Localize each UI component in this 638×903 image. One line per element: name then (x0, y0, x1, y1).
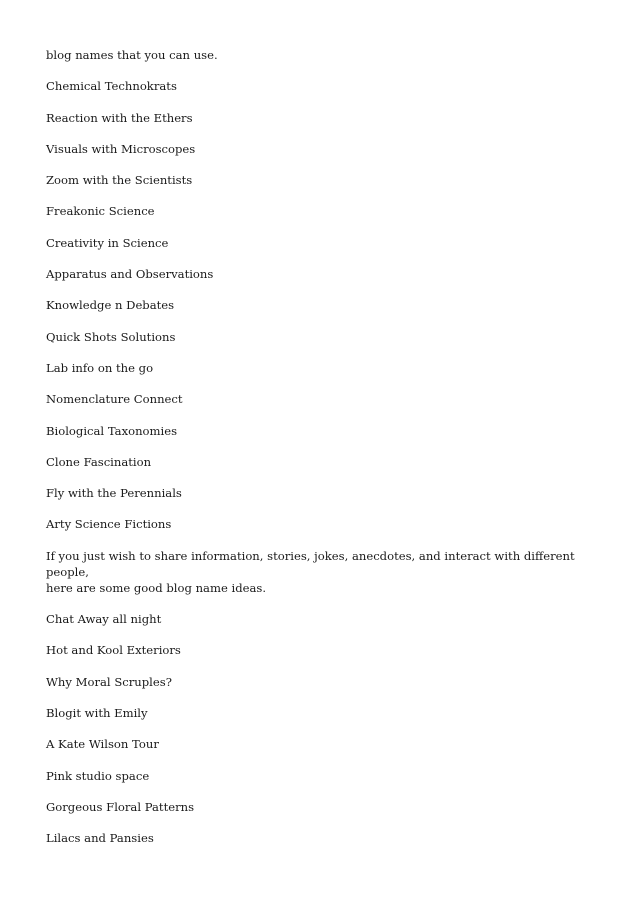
list-item: Visuals with Microscopes (46, 141, 196, 156)
list-item: Reaction with the Ethers (46, 110, 193, 125)
paragraph-line: here are some good blog name ideas. (46, 580, 267, 595)
list-item: Lab info on the go (46, 360, 154, 375)
list-item: Hot and Kool Exteriors (46, 643, 181, 658)
paragraph-line: If you just wish to share information, stories, jokes, anecdotes, and interact with different people, (46, 548, 575, 579)
list-item: Quick Shots Solutions (46, 329, 176, 344)
list-item: Gorgeous Floral Patterns (46, 799, 195, 814)
list-item: Knowledge n Debates (46, 298, 175, 313)
list-item: Why Moral Scruples? (46, 674, 172, 689)
list-item: Clone Fascination (46, 454, 152, 469)
list-item: Nomenclature Connect (46, 392, 183, 407)
intro-text: blog names that you can use. (46, 48, 218, 62)
list-item: Apparatus and Observations (46, 267, 214, 282)
list-item: Lilacs and Pansies (46, 831, 154, 846)
list-item: Blogit with Emily (46, 705, 148, 720)
list-item: Creativity in Science (46, 235, 169, 250)
list-item: Biological Taxonomies (46, 423, 178, 438)
list-item: Zoom with the Scientists (46, 173, 193, 188)
list-item: A Kate Wilson Tour (46, 737, 159, 752)
document-body (46, 47, 591, 861)
list-item: Chemical Technokrats (46, 79, 177, 94)
list-item: Chat Away all night (46, 612, 162, 627)
list-item: Pink studio space (46, 768, 150, 783)
list-item: Arty Science Fictions (46, 517, 172, 532)
body-paragraph (46, 548, 591, 596)
list-item: Freakonic Science (46, 204, 155, 219)
list-item: Fly with the Perennials (46, 486, 182, 501)
